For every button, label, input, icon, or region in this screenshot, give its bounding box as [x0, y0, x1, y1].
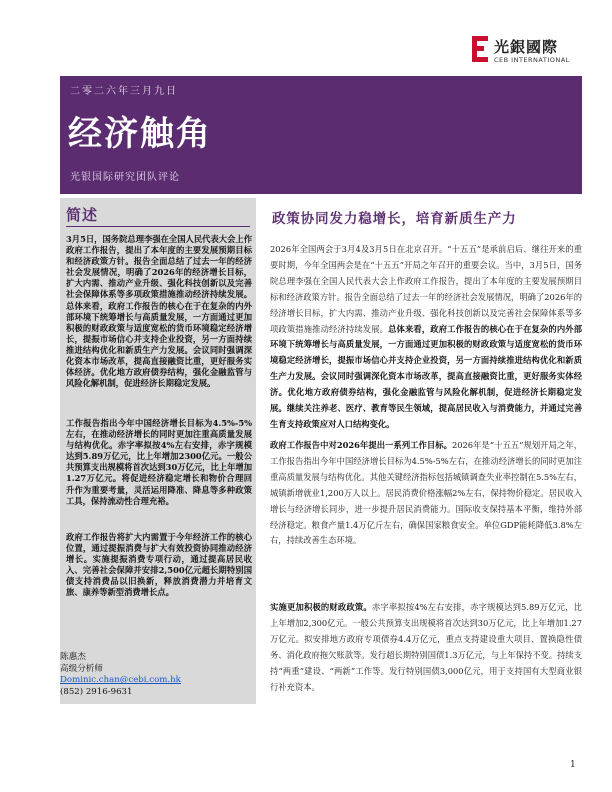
report-banner: [60, 76, 582, 194]
summary-sidebar: [60, 198, 256, 704]
summary-heading: 简述: [66, 206, 99, 224]
analyst-title: 高级分析师: [60, 663, 103, 674]
page-number: 1: [570, 760, 576, 770]
article-paragraph-2: [270, 438, 582, 549]
report-title: 经济触角: [68, 114, 212, 154]
analyst-name: 陈惠杰: [60, 652, 86, 662]
summary-divider: [66, 226, 250, 227]
analyst-email-link[interactable]: Dominic.chan@cebi.com.hk: [60, 675, 181, 685]
article-paragraph-3: [270, 600, 582, 695]
article-paragraph-3-lead: 实施更加积极的财政政策。: [270, 602, 372, 612]
article-title: 政策协同发力稳增长，培育新质生产力: [272, 212, 517, 227]
article-paragraph-2-text: 2026年是“十五五”规划开局之年，工作报告指出今年中国经济增长目标为4.5%-5%左右，在推动经济增长的同时更加注重高质量发展与结构优化。其他关键经济指标包括城镇调查失业率控制在5.5%左右，城镇新增就业1,200万人以上。居民消费价格涨幅2%左右，保持物价稳定。居民收入增长与经济增长同步，进一步提升居民消费能力。国际收支保持基本平衡，维持外部经济稳定。粮食产量1.4万亿斤左右，确保国家粮食安全。单位GDP能耗降低3.8%左右，持续改善生态环境。: [270, 440, 582, 546]
summary-paragraph-3: 政府工作报告将扩大内需置于今年经济工作的核心位置，通过提振消费与扩大有效投资协同推动经济增长。实施提振消费专项行动，通过提高居民收入、完善社会保障并安排2,500亿元超长期特别国债支持消费品以旧换新，释放消费潜力并培育文旅、康养等新型消费增长点。: [66, 532, 252, 598]
analyst-contact: [60, 652, 181, 698]
article-paragraph-2-lead: 政府工作报告中对2026年提出一系列工作目标。: [270, 440, 452, 450]
report-date: 二零二六年三月九日: [70, 86, 178, 97]
summary-paragraph-1: 3月5日，国务院总理李强在全国人民代表大会上作政府工作报告，提出了本年度的主要发展预期目标和经济政策方针。报告全面总结了过去一年的经济社会发展情况，明确了2026年的经济增长目标，扩大内需、推动产业升级、强化科技创新以及完善社会保障体系等多项政策措施推动经济持续发展。总体来看，政府工作报告的核心在于在复杂的内外部环境下统筹增长与高质量发展，一方面通过更加积极的财政政策与适度宽松的货币环境稳定经济增长，提振市场信心并支持企业投资，另一方面持续推进结构优化和新质生产力发展。会议同时强调深化资本市场改革，提高直接融资比重，更好服务实体经济。优化地方政府债券结构，强化金融监管与风险化解机制，促进经济长期稳定发展。: [66, 234, 252, 389]
logo-mark-icon: [472, 36, 488, 62]
company-logo: [472, 36, 582, 70]
logo-name-cn: 光銀國際: [494, 38, 559, 56]
article-paragraph-1: [270, 242, 582, 433]
analyst-phone: (852) 2916-9631: [60, 686, 133, 697]
article-paragraph-1-emphasis: 总体来看，政府工作报告的核心在于在复杂的内外部环境下统筹增长与高质量发展，一方面通过更加积极的财政政策与适度宽松的货币环境稳定经济增长，提振市场信心并支持企业投资，另一方面持续推进结构优化和新质生产力发展。会议同时强调深化资本市场改革，提高直接融资比重，更好服务实体经济。优化地方政府债券结构，强化金融监管与风险化解机制，促进经济长期稳定发展。继续关注养老、医疗、教育等民生领域，提高居民收入与消费能力，并通过完善生育支持政策应对人口结构变化。: [270, 323, 582, 429]
logo-name-en: CEB INTERNATIONAL: [494, 56, 570, 64]
article-paragraph-1-text: 2026年全国两会于3月4及3月5日在北京召开。“十五五”是承前启后、继往开来的重要时期，今年全国两会是在“十五五”开局之年召开的重要会议。当中，3月5日，国务院总理李强在全国人民代表大会上作政府工作报告，提出了本年度的主要发展预期目标和经济政策方针。报告全面总结了过去一年的经济社会发展情况，明确了2026年的经济增长目标，扩大内需、推动产业升级、强化科技创新以及完善社会保障体系等多项政策措施推动经济持续发展。: [270, 244, 582, 334]
report-subtitle: 光银国际研究团队评论: [70, 172, 180, 183]
article-paragraph-3-text: 赤字率拟按4%左右安排，赤字规模达到5.89万亿元，比上年增加2,300亿元。一般公共预算支出规模将首次达到30万亿元，比上年增加1.27万亿元。拟安排地方政府专项债券4.4万亿元，重点支持建设重大项目、置换隐性债务、消化政府拖欠账款等。发行超长期特别国债1.3万亿元，与上年保持不变。持续支持“两重”建设、“两新”工作等。发行特别国债3,000亿元，用于支持国有大型商业银行补充资本。: [270, 602, 582, 692]
summary-paragraph-2: 工作报告指出今年中国经济增长目标为4.5%-5%左右，在推动经济增长的同时更加注重高质量发展与结构优化。赤字率拟按4%左右安排，赤字规模达到5.89万亿元，比上年增加2300亿元。一般公共预算支出规模将首次达到30万亿元，比上年增加1.27万亿元。将促进经济稳定增长和物价合理回升作为重要考量，灵活运用降准、降息等多种政策工具，保持流动性合理充裕。: [66, 418, 252, 506]
